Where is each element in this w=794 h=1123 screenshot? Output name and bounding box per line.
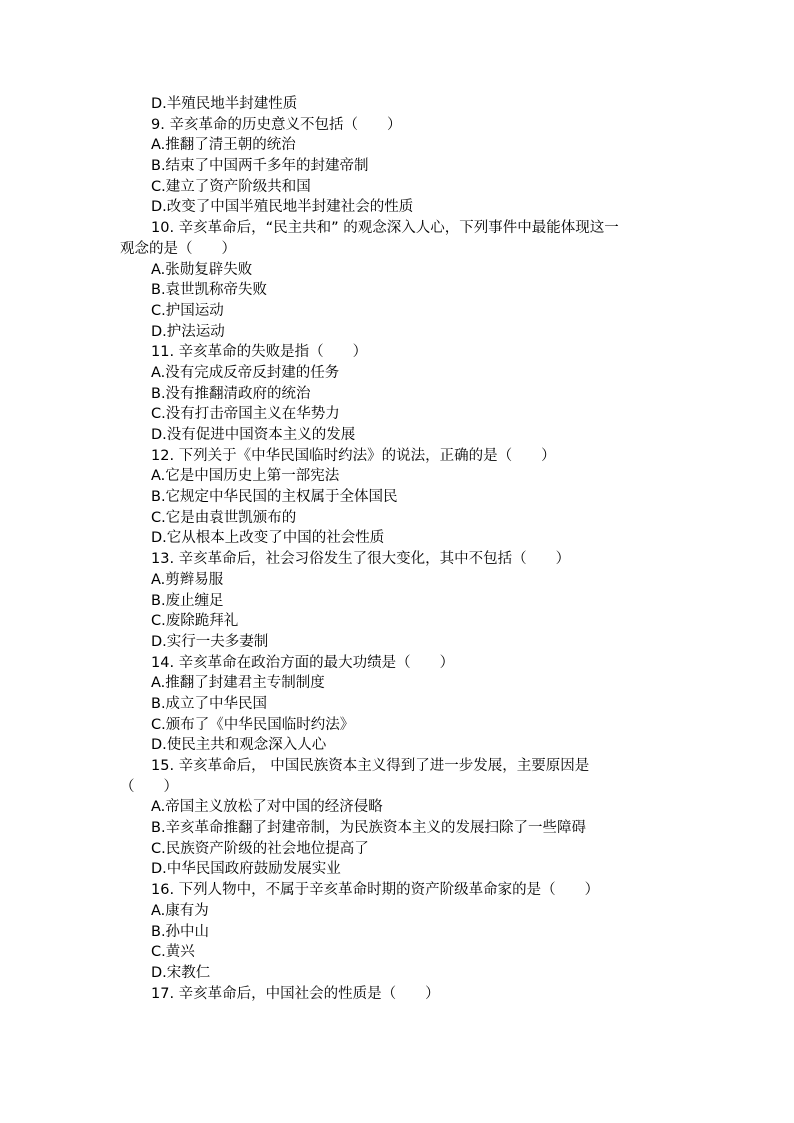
question-stem: 12. 下列关于《中华民国临时约法》的说法，正确的是（ ） bbox=[151, 447, 556, 464]
answer-option: A.张勋复辟失败 bbox=[151, 261, 253, 278]
answer-option: D.实行一夫多妻制 bbox=[151, 633, 269, 650]
answer-option: B.孙中山 bbox=[151, 923, 210, 940]
answer-option: A.推翻了封建君主专制制度 bbox=[151, 675, 325, 692]
question-stem-continued: （ ） bbox=[120, 778, 178, 795]
answer-option: A.推翻了清王朝的统治 bbox=[151, 137, 296, 154]
answer-option: C.黄兴 bbox=[151, 944, 195, 961]
answer-option: B.辛亥革命推翻了封建帝制，为民族资本主义的发展扫除了一些障碍 bbox=[151, 820, 587, 837]
answer-option: D.使民主共和观念深入人心 bbox=[151, 737, 327, 754]
answer-option: C.它是由袁世凯颁布的 bbox=[151, 509, 297, 526]
question-stem: 9. 辛亥革命的历史意义不包括（ ） bbox=[151, 116, 402, 133]
answer-option: A.帝国主义放松了对中国的经济侵略 bbox=[151, 799, 383, 816]
question-stem: 10. 辛亥革命后，“民主共和” 的观念深入人心，下列事件中最能体现这一 bbox=[151, 220, 619, 237]
answer-option: A.它是中国历史上第一部宪法 bbox=[151, 468, 340, 485]
answer-option: C.民族资产阶级的社会地位提高了 bbox=[151, 840, 369, 857]
answer-option: D.它从根本上改变了中国的社会性质 bbox=[151, 530, 385, 547]
answer-option: C.颁布了《中华民国临时约法》 bbox=[151, 716, 355, 733]
answer-option: D.护法运动 bbox=[151, 323, 225, 340]
answer-option: B.没有推翻清政府的统治 bbox=[151, 385, 311, 402]
answer-option: B.废止缠足 bbox=[151, 592, 224, 609]
question-stem-continued: 观念的是（ ） bbox=[120, 240, 236, 257]
question-stem: 17. 辛亥革命后，中国社会的性质是（ ） bbox=[151, 985, 440, 1002]
question-stem: 16. 下列人物中，不属于辛亥革命时期的资产阶级革命家的是（ ） bbox=[151, 882, 600, 899]
answer-option: A.康有为 bbox=[151, 902, 209, 919]
question-stem: 13. 辛亥革命后，社会习俗发生了很大变化，其中不包括（ ） bbox=[151, 551, 571, 568]
answer-option: B.它规定中华民国的主权属于全体国民 bbox=[151, 489, 398, 506]
answer-option: A.没有完成反帝反封建的任务 bbox=[151, 364, 340, 381]
answer-option: C.废除跪拜礼 bbox=[151, 613, 239, 630]
answer-option: D.宋教仁 bbox=[151, 964, 211, 981]
answer-option: D.中华民国政府鼓励发展实业 bbox=[151, 861, 341, 878]
answer-option: A.剪辫易服 bbox=[151, 571, 224, 588]
question-stem: 11. 辛亥革命的失败是指（ ） bbox=[151, 344, 368, 361]
answer-option: C.护国运动 bbox=[151, 302, 224, 319]
question-stem: 15. 辛亥革命后， 中国民族资本主义得到了进一步发展，主要原因是 bbox=[151, 758, 590, 774]
answer-option: D.改变了中国半殖民地半封建社会的性质 bbox=[151, 199, 414, 216]
answer-option: B.袁世凯称帝失败 bbox=[151, 282, 268, 299]
answer-option: C.建立了资产阶级共和国 bbox=[151, 178, 311, 195]
question-list bbox=[120, 94, 680, 1004]
question-stem: 14. 辛亥革命在政治方面的最大功绩是（ ） bbox=[151, 654, 455, 671]
answer-option: B.成立了中华民国 bbox=[151, 695, 268, 712]
answer-option: D.半殖民地半封建性质 bbox=[151, 96, 298, 112]
answer-option: D.没有促进中国资本主义的发展 bbox=[151, 427, 356, 443]
answer-option: B.结束了中国两千多年的封建帝制 bbox=[151, 158, 369, 175]
answer-option: C.没有打击帝国主义在华势力 bbox=[151, 406, 340, 423]
